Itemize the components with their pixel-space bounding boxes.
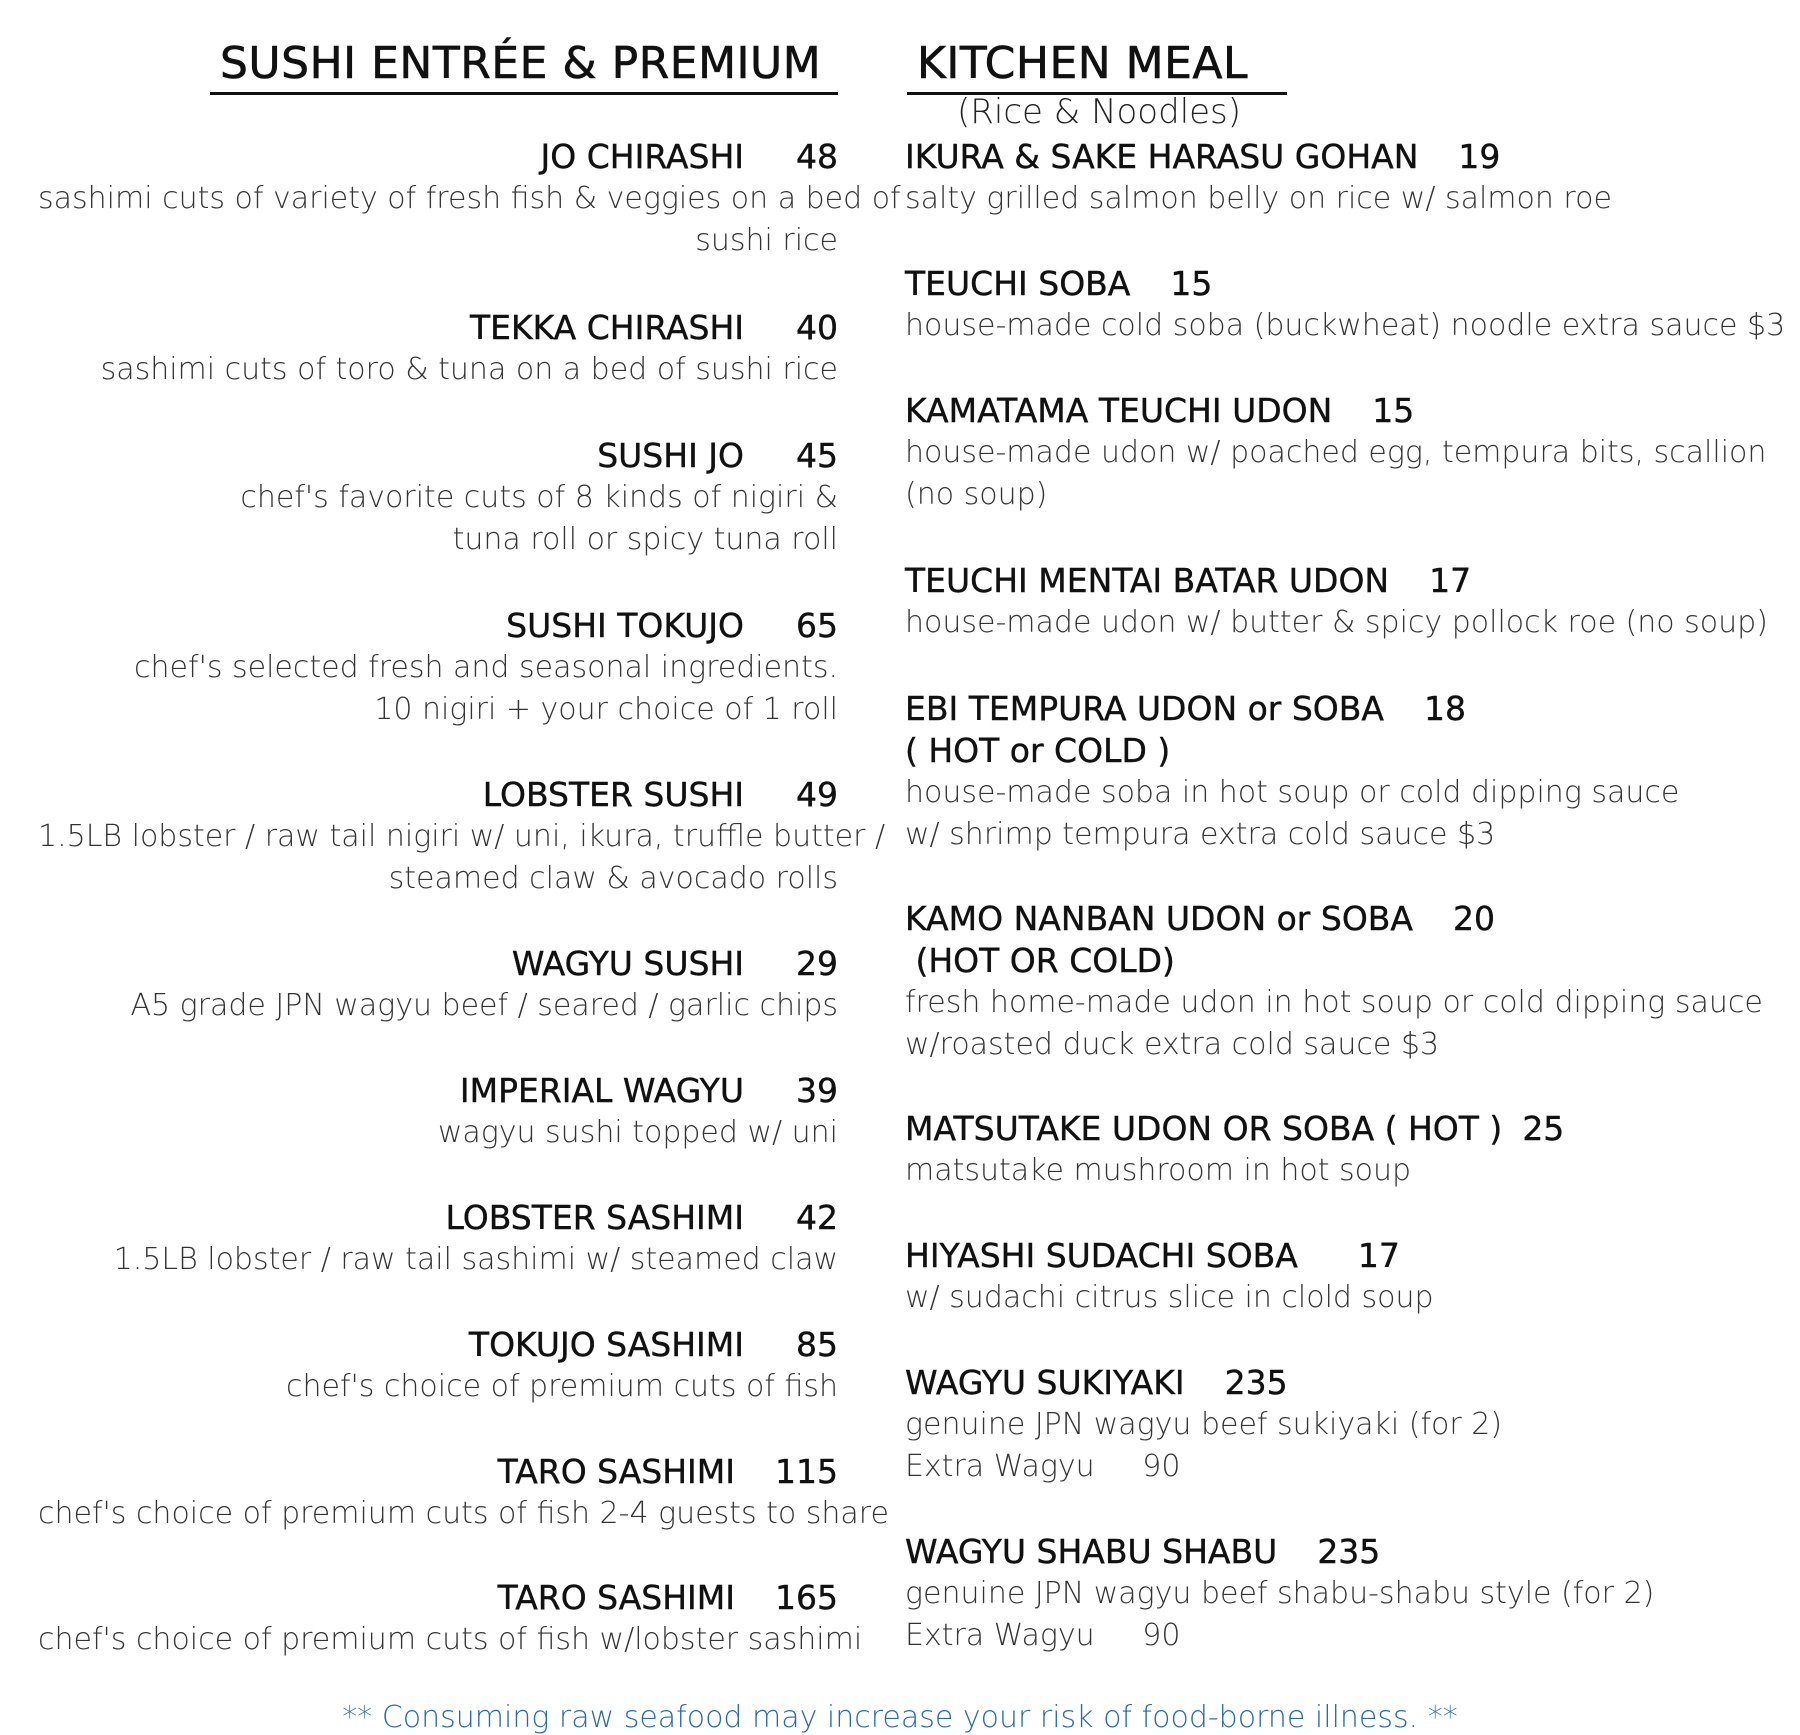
item-name: WAGYU SUKIYAKI <box>905 1363 1185 1402</box>
item-option: ( HOT or COLD ) <box>905 731 1171 770</box>
menu-item <box>38 1324 838 1408</box>
item-price: 235 <box>1224 1363 1288 1402</box>
item-desc: Extra Wagyu 90 <box>905 1449 1181 1484</box>
menu-item <box>38 1070 838 1154</box>
item-name: TARO SASHIMI <box>497 1452 735 1491</box>
item-desc: Extra Wagyu 90 <box>905 1618 1181 1653</box>
sushi-section-title: SUSHI ENTRÉE & PREMIUM <box>210 36 838 95</box>
item-desc: genuine JPN wagyu beef sukiyaki (for 2) <box>905 1407 1503 1442</box>
item-desc: matsutake mushroom in hot soup <box>905 1153 1412 1188</box>
item-name: JO CHIRASHI <box>540 137 744 176</box>
menu-item <box>38 136 901 262</box>
item-desc: wagyu sushi topped w/ uni <box>437 1115 838 1150</box>
item-name: LOBSTER SASHIMI <box>445 1198 744 1237</box>
menu-item <box>38 307 838 391</box>
item-desc: house-made soba in hot soup or cold dipping sauce <box>905 775 1680 810</box>
item-desc: chef's favorite cuts of 8 kinds of nigiri & <box>240 480 838 515</box>
item-price: 42 <box>796 1198 838 1237</box>
item-price: 19 <box>1458 137 1501 176</box>
menu-item <box>905 1362 1785 1488</box>
item-desc: house-made cold soba (buckwheat) noodle extra sauce $3 <box>905 308 1786 343</box>
item-desc: salty grilled salmon belly on rice w/ salmon roe <box>905 181 1612 216</box>
item-price: 65 <box>796 606 838 645</box>
item-name: WAGYU SHABU SHABU <box>905 1532 1278 1571</box>
item-name: HIYASHI SUDACHI SOBA <box>905 1236 1298 1275</box>
item-desc: sushi rice <box>695 223 838 258</box>
item-price: 115 <box>775 1452 838 1491</box>
menu-item <box>38 435 838 561</box>
item-price: 18 <box>1424 689 1466 728</box>
item-desc: chef's choice of premium cuts of fish <box>285 1369 838 1404</box>
item-name: KAMATAMA TEUCHI UDON <box>905 391 1333 430</box>
item-price: 15 <box>1372 391 1415 430</box>
item-desc: chef's selected fresh and seasonal ingredients. <box>134 650 838 685</box>
item-name: TOKUJO SASHIMI <box>468 1325 744 1364</box>
item-name: TEUCHI MENTAI BATAR UDON <box>905 561 1390 600</box>
item-name: TEKKA CHIRASHI <box>469 308 744 347</box>
menu-item <box>905 898 1785 1066</box>
kitchen-section-title: KITCHEN MEAL <box>907 36 1287 95</box>
item-price: 25 <box>1522 1109 1565 1148</box>
menu-item <box>905 688 1785 856</box>
item-price: 17 <box>1429 561 1472 600</box>
menu-item <box>38 1451 889 1535</box>
item-price: 165 <box>775 1578 838 1617</box>
item-desc: 1.5LB lobster / raw tail nigiri w/ uni, ikura, truffle butter / <box>38 819 886 854</box>
menu-item <box>38 1577 863 1661</box>
menu-item <box>905 560 1785 644</box>
menu-item <box>38 1197 838 1281</box>
item-desc: w/roasted duck extra cold sauce $3 <box>905 1027 1440 1062</box>
raw-seafood-warning: ** Consuming raw seafood may increase your risk of food-borne illness. ** <box>342 1700 1458 1735</box>
item-price: 17 <box>1357 1236 1400 1275</box>
item-desc: 10 nigiri + your choice of 1 roll <box>374 692 838 727</box>
item-desc: sashimi cuts of toro & tuna on a bed of sushi rice <box>100 352 838 387</box>
item-name: IMPERIAL WAGYU <box>459 1071 744 1110</box>
item-desc: chef's choice of premium cuts of fish 2-4 guests to share <box>38 1496 889 1531</box>
item-desc: chef's choice of premium cuts of fish w/lobster sashimi <box>38 1622 863 1657</box>
item-price: 85 <box>796 1325 838 1364</box>
item-price: 29 <box>796 944 838 983</box>
item-price: 49 <box>796 775 838 814</box>
item-desc: (no soup) <box>905 477 1048 512</box>
item-name: SUSHI JO <box>597 436 744 475</box>
item-desc: house-made udon w/ butter & spicy pollock roe (no soup) <box>905 605 1768 640</box>
item-desc: sashimi cuts of variety of fresh fish & veggies on a bed of <box>38 181 901 216</box>
item-name: EBI TEMPURA UDON or SOBA <box>905 689 1384 728</box>
item-desc: fresh home-made udon in hot soup or cold dipping sauce <box>905 985 1763 1020</box>
item-desc: steamed claw & avocado rolls <box>388 861 838 896</box>
item-desc: tuna roll or spicy tuna roll <box>452 522 838 557</box>
item-name: IKURA & SAKE HARASU GOHAN <box>905 137 1419 176</box>
item-price: 15 <box>1170 264 1213 303</box>
item-price: 45 <box>796 436 838 475</box>
menu-item <box>38 774 886 900</box>
item-desc: w/ sudachi citrus slice in clold soup <box>905 1280 1434 1315</box>
item-price: 48 <box>796 137 838 176</box>
item-name: TEUCHI SOBA <box>905 264 1131 303</box>
item-desc: genuine JPN wagyu beef shabu-shabu style (for 2) <box>905 1576 1655 1611</box>
kitchen-section-subtitle: (Rice & Noodles) <box>957 92 1242 132</box>
item-desc: house-made udon w/ poached egg, tempura bits, scallion <box>905 435 1767 470</box>
menu-item <box>38 605 838 731</box>
menu-item <box>905 1531 1785 1657</box>
item-name: KAMO NANBAN UDON or SOBA <box>905 899 1414 938</box>
item-desc: A5 grade JPN wagyu beef / seared / garlic chips <box>130 988 838 1023</box>
item-desc: 1.5LB lobster / raw tail sashimi w/ steamed claw <box>113 1242 838 1277</box>
item-name: WAGYU SUSHI <box>511 944 744 983</box>
item-desc: w/ shrimp tempura extra cold sauce $3 <box>905 817 1496 852</box>
item-name: MATSUTAKE UDON OR SOBA ( HOT ) <box>905 1109 1503 1148</box>
item-name: LOBSTER SUSHI <box>482 775 744 814</box>
menu-item <box>38 943 838 1027</box>
menu-item <box>905 390 1785 516</box>
item-name: TARO SASHIMI <box>497 1578 735 1617</box>
item-price: 20 <box>1453 899 1496 938</box>
item-price: 40 <box>796 308 838 347</box>
menu-item <box>905 136 1785 220</box>
menu-item <box>905 1235 1785 1319</box>
menu-item <box>905 1108 1785 1192</box>
item-price: 39 <box>796 1071 838 1110</box>
item-option: (HOT OR COLD) <box>905 941 1175 980</box>
menu-item <box>905 263 1785 347</box>
item-price: 235 <box>1317 1532 1381 1571</box>
item-name: SUSHI TOKUJO <box>506 606 744 645</box>
